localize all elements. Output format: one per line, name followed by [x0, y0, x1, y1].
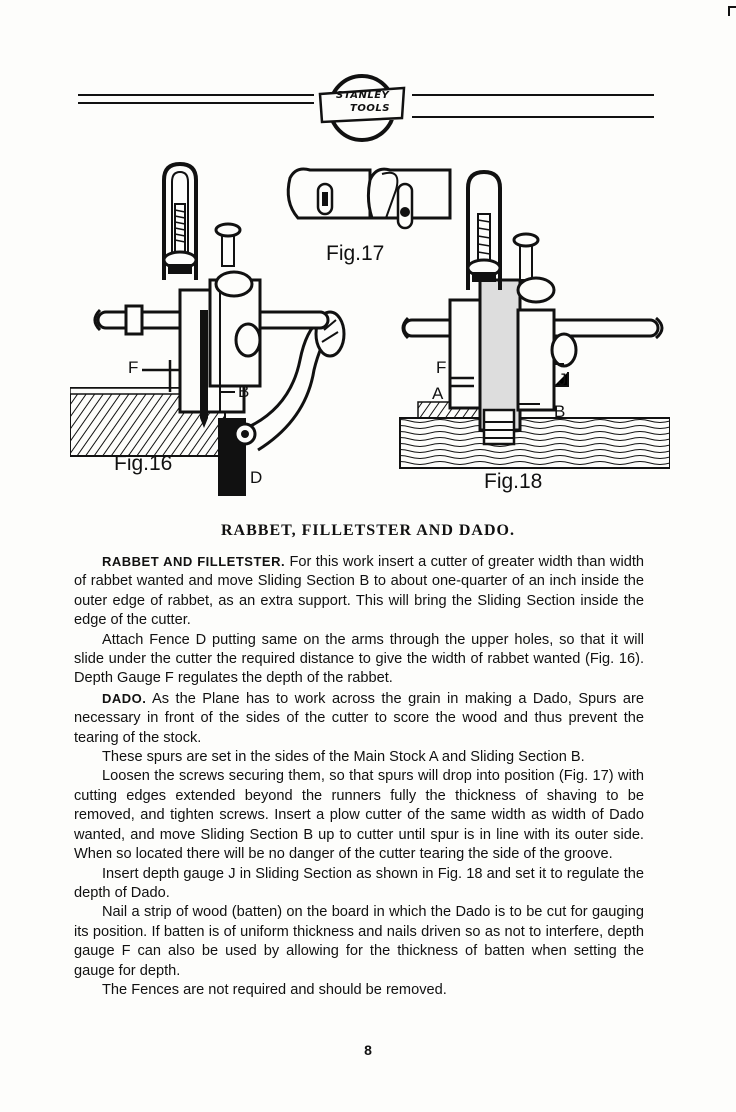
label-a: A [432, 384, 444, 403]
page-corner-mark [728, 6, 736, 8]
stanley-logo [314, 72, 410, 142]
page-header [78, 72, 654, 144]
paragraph-dado [74, 689, 644, 748]
label-b-right: B [554, 402, 566, 421]
plane-drawing [70, 160, 670, 500]
label-f-left: F [128, 358, 139, 377]
paragraph-body: As the Plane has to work across the grain in making a Dado, Spurs are necessary in front of the sides of the cutter to score the wood and thus prevent the tearing of the stock. [74, 690, 644, 746]
paragraph-rabbet [74, 552, 644, 631]
page-number: 8 [364, 1042, 372, 1058]
header-rule-right [412, 94, 654, 96]
label-f-right: F [436, 358, 447, 377]
label-b-left: B [238, 382, 250, 401]
section-title: RABBET, FILLETSTER AND DADO. [221, 522, 515, 539]
header-rule-right-2 [412, 116, 654, 118]
label-d: D [250, 468, 263, 487]
paragraph-batten: Nail a strip of wood (batten) on the board in which the Dado is to be cut for gauging its position. If batten is of uniform thickness and nails driven so as not to interfere, depth gauge F can also be used by allowing for the thickness of batten when setting the gauge for depth. [74, 904, 644, 979]
paragraph-fence: Attach Fence D putting same on the arms through the upper holes, so that it will slide under the cutter the required distance to give the width of rabbet wanted (Fig. 16). Depth Gauge F regulates the depth of the rabbet. [74, 631, 644, 687]
label-j: J [558, 370, 567, 389]
fig-17-label: Fig.17 [326, 242, 385, 265]
paragraph-fences: The Fences are not required and should be removed. [102, 981, 447, 998]
paragraph-depth-gauge: Insert depth gauge J in Sliding Section as shown in Fig. 18 and set it to regulate the depth of Dado. [74, 865, 644, 901]
header-rule-left-2 [78, 102, 314, 104]
fig-18-label: Fig.18 [484, 470, 543, 493]
logo-line-2: TOOLS [350, 103, 390, 114]
paragraph-spurs: These spurs are set in the sides of the Main Stock A and Sliding Section B. [102, 749, 585, 766]
paragraph-loosen: Loosen the screws securing them, so that spurs will drop into position (Fig. 17) with cutting edges extended beyond the runners fully the thickness of shaving to be removed, and tighten screws. Insert a plow cutter of the same width as width of Dado wanted, and move Sliding Section B up to cutter until spur is in line with its outer side. When so located there will be no danger of the cutter tearing the side of the groove. [74, 768, 644, 863]
body-text [74, 552, 644, 1000]
plane-illustration [70, 160, 670, 500]
fig-16-label: Fig.16 [114, 452, 173, 475]
paragraph-body: For this work insert a cutter of greater width than width of rabbet wanted and move Sliding Section B to about one-quarter of an inch inside the outer edge of rabbet, as an extra support. This will bring the Sliding Section inside the edge of the cutter. [74, 554, 644, 629]
header-rule-left [78, 94, 314, 96]
paragraph-lead: DADO. [102, 690, 147, 706]
logo-line-1: STANLEY [336, 90, 390, 101]
paragraph-lead: RABBET AND FILLETSTER. [102, 554, 286, 569]
